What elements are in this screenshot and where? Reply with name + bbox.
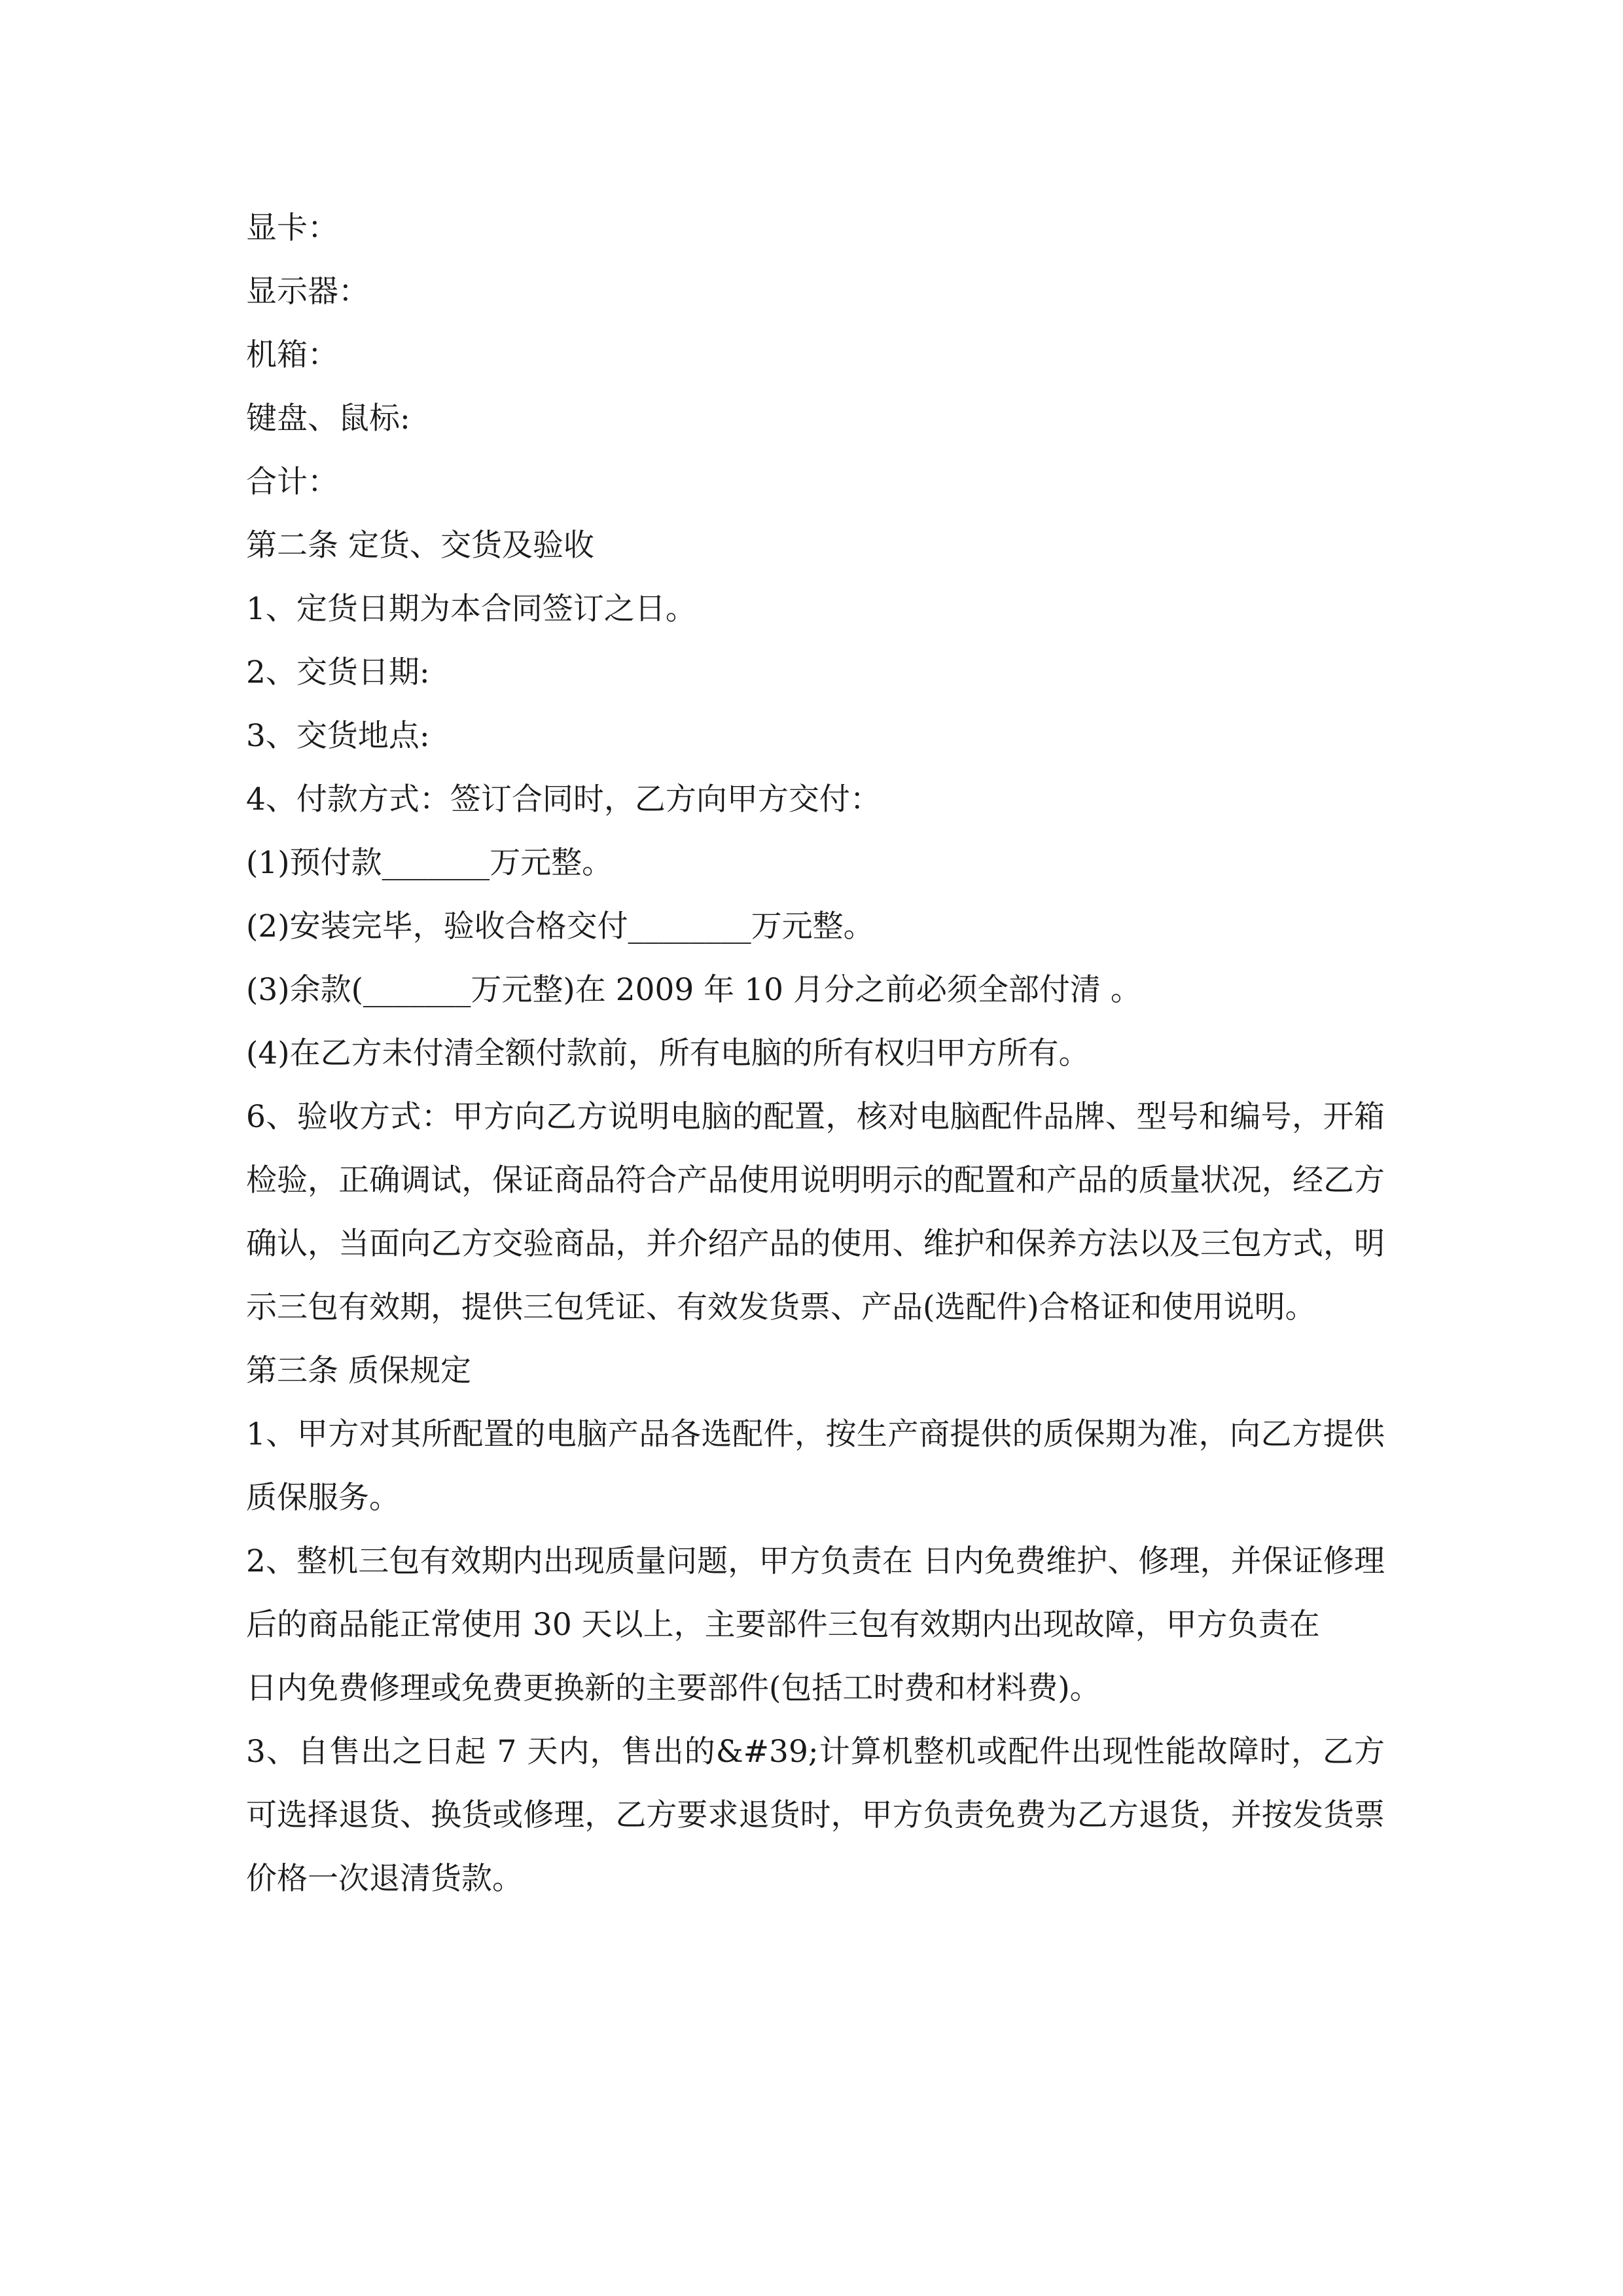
item-case: 机箱： bbox=[246, 337, 338, 373]
clause-balance: (3)余款(_______万元整)在 2009 年 10 月分之前必须全部付清 。 bbox=[246, 972, 1141, 1008]
clause-acceptance-method: 6、验收方式：甲方向乙方说明电脑的配置，核对电脑配件品牌、型号和编号，开箱检验，正确调试，保证商品符合产品使用说明明示的配置和产品的质量状况，经乙方确认，当面向乙方交验商品，并介绍产品的使用、维护和保养方法以及三包方式，明示三包有效期，提供三包凭证、有效发货票、产品(选配件)合格证和使用说明。 bbox=[246, 1099, 1385, 1325]
clause-warranty-repair: 2、整机三包有效期内出现质量问题，甲方负责在 日内免费维护、修理，并保证修理后的商品能正常使用 30 天以上，主要部件三包有效期内出现故障，甲方负责在 bbox=[246, 1543, 1385, 1643]
item-keyboard-mouse: 键盘、鼠标: bbox=[246, 401, 410, 437]
heading-article-3: 第三条 质保规定 bbox=[246, 1353, 471, 1389]
clause-order-date: 1、定货日期为本合同签订之日。 bbox=[246, 591, 696, 627]
item-monitor: 显示器： bbox=[246, 274, 369, 310]
clause-return-policy: 3、自售出之日起 7 天内，售出的&#39;计算机整机或配件出现性能故障时，乙方可选择退货、换货或修理，乙方要求退货时，甲方负责免费为乙方退货，并按发货票价格一次退清货款。 bbox=[246, 1734, 1385, 1897]
item-total: 合计： bbox=[246, 464, 338, 500]
clause-installation-payment: (2)安装完毕，验收合格交付________万元整。 bbox=[246, 908, 874, 944]
clause-delivery-date: 2、交货日期: bbox=[246, 655, 430, 691]
clause-delivery-place: 3、交货地点: bbox=[246, 718, 430, 754]
clause-warranty-service: 1、甲方对其所配置的电脑产品各选配件，按生产商提供的质保期为准，向乙方提供质保服务。 bbox=[246, 1416, 1385, 1516]
item-graphics-card: 显卡： bbox=[246, 210, 338, 246]
clause-payment-method: 4、付款方式：签订合同时，乙方向甲方交付： bbox=[246, 781, 881, 817]
heading-article-2: 第二条 定货、交货及验收 bbox=[246, 528, 594, 564]
clause-warranty-repair-cont: 日内免费修理或免费更换新的主要部件(包括工时费和材料费)。 bbox=[246, 1670, 1101, 1706]
clause-prepayment: (1)预付款_______万元整。 bbox=[246, 845, 613, 881]
clause-ownership: (4)在乙方未付清全额付款前，所有电脑的所有权归甲方所有。 bbox=[246, 1035, 1090, 1071]
contract-text bbox=[246, 196, 1385, 1910]
